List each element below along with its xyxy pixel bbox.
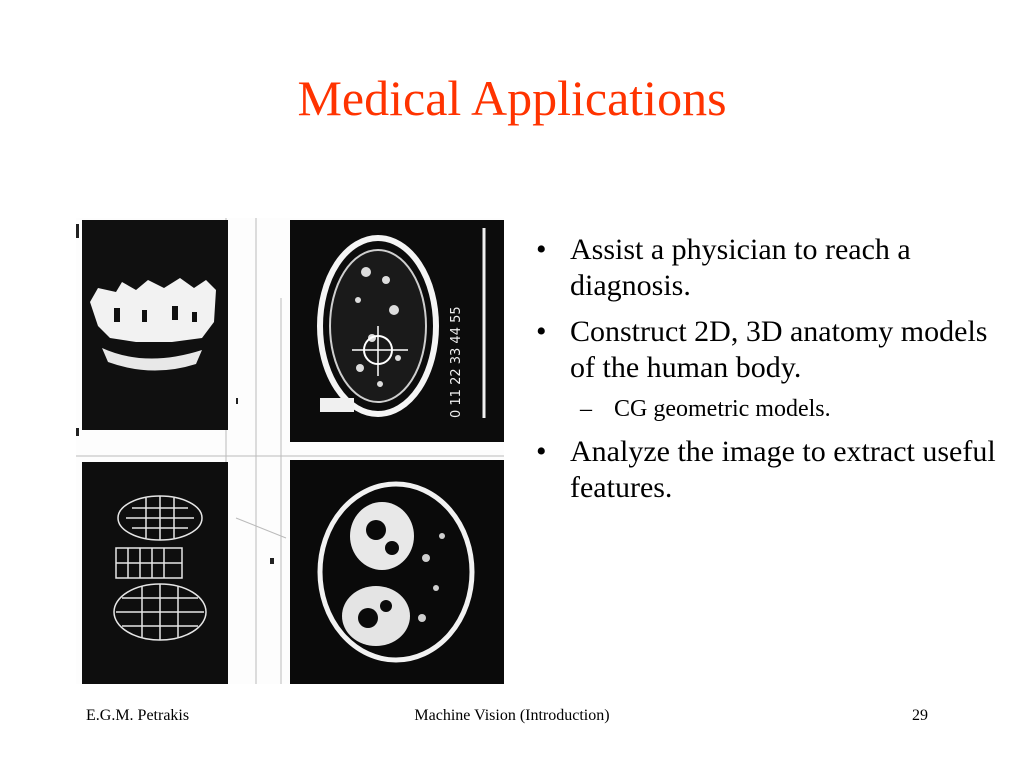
bullet-glyph: • <box>536 233 547 266</box>
footer-author: E.G.M. Petrakis <box>86 707 190 724</box>
bullet-item <box>528 232 1008 304</box>
sub-bullet-glyph: – <box>580 396 592 422</box>
scale-labels: 0 11 22 33 44 55 <box>449 306 464 418</box>
sub-bullet-item <box>528 394 1008 424</box>
bullet-glyph: • <box>536 315 547 348</box>
bullet-item <box>528 314 1008 386</box>
bullet-glyph: • <box>536 435 547 468</box>
bullet-text: Analyze the image to extract useful features. <box>570 435 996 504</box>
abdomen-ct-panel <box>290 460 504 684</box>
bullet-text: Construct 2D, 3D anatomy models of the human body. <box>570 315 988 384</box>
medical-scan-collage-image <box>76 218 504 684</box>
footer-page-number: 29 <box>912 707 928 724</box>
teeth-scan-panel <box>82 220 228 430</box>
bullet-item <box>528 434 1008 506</box>
wireframe-model-panel <box>82 462 228 684</box>
slide-title: Medical Applications <box>297 70 727 126</box>
brain-ct-panel <box>290 220 504 442</box>
bullet-list <box>528 232 1008 516</box>
bullet-text: Assist a physician to reach a diagnosis. <box>570 233 911 302</box>
footer-course: Machine Vision (Introduction) <box>414 707 610 724</box>
sub-bullet-text: CG geometric models. <box>614 396 831 422</box>
